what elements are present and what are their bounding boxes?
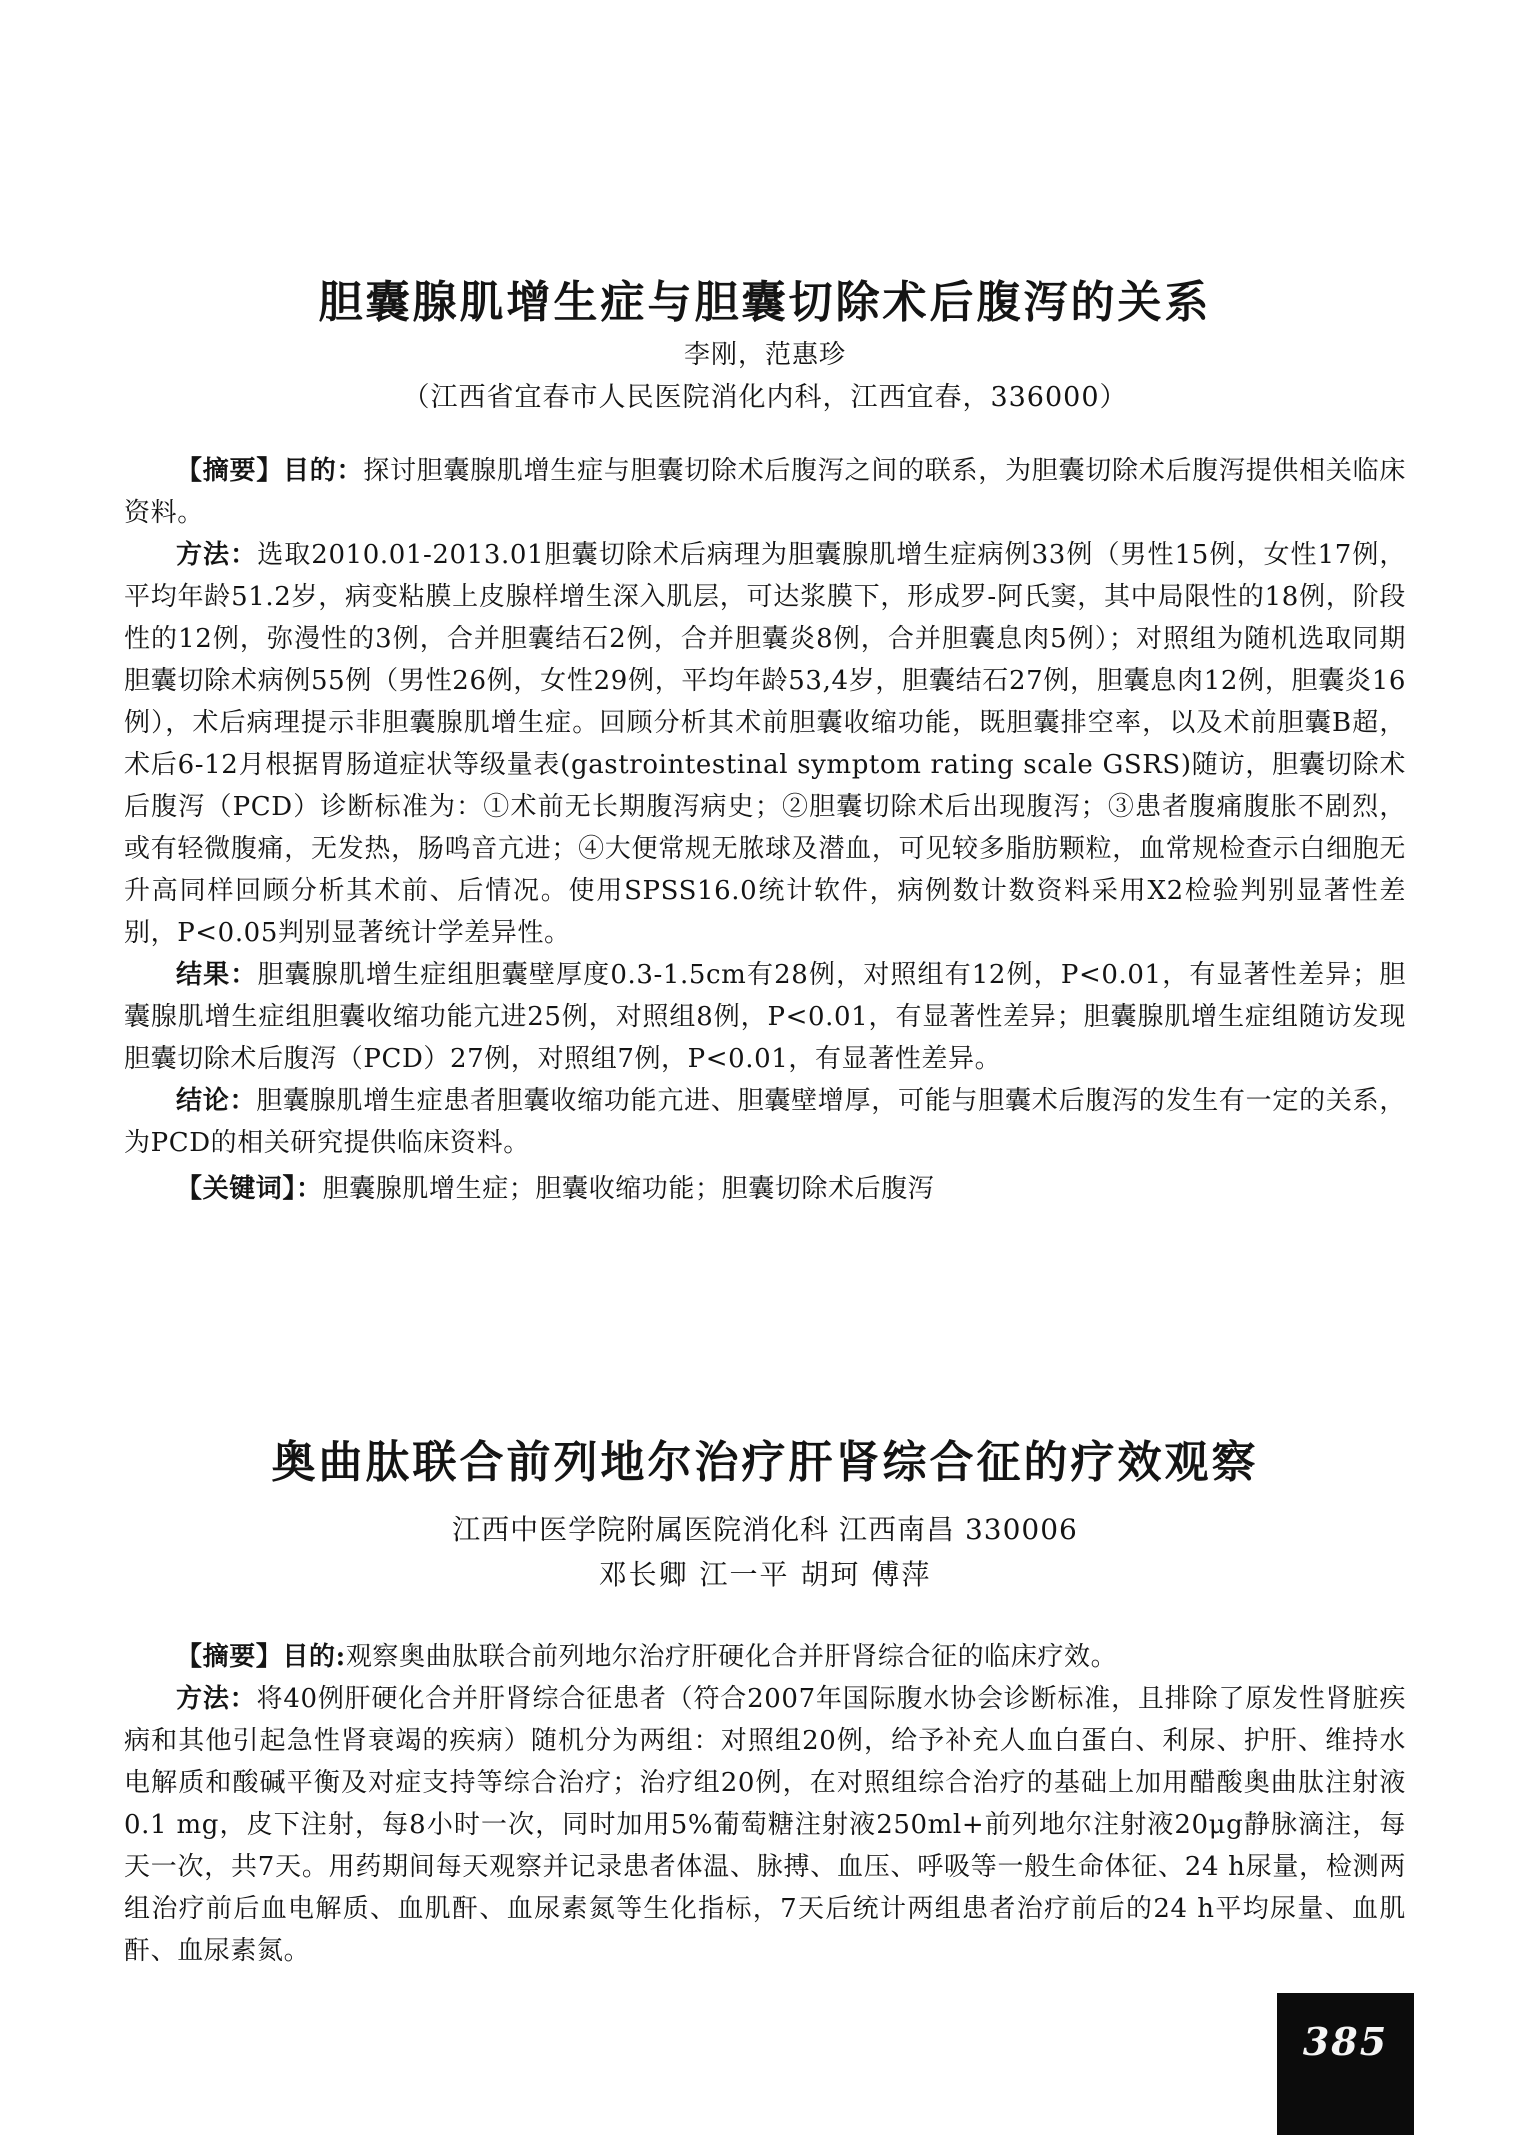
article1-affiliation: （江西省宜春市人民医院消化内科，江西宜春，336000）	[402, 382, 1128, 413]
article2-methods-text: 将40例肝硬化合并肝肾综合征患者（符合2007年国际腹水协会诊断标准，且排除了原发性肾脏疾病和其他引起急性肾衰竭的疾病）随机分为两组：对照组20例，给予补充人血白蛋白、利尿、护肝、维持水电解质和酸碱平衡及对症支持等综合治疗；治疗组20例，在对照组综合治疗的基础上加用醋酸奥曲肽注射液0.1 mg，皮下注射，每8小时一次，同时加用5%葡萄糖注射液250ml+前列地尔注射液20μg静脉滴注，每天一次，共7天。用药期间每天观察并记录患者体温、脉搏、血压、呼吸等一般生命体征、24 h尿量，检测两组治疗前后血电解质、血肌酐、血尿素氮等生化指标，7天后统计两组患者治疗前后的24 h平均尿量、血肌酐、血尿素氮。	[124, 1684, 1406, 1966]
article1-keywords-text: 胆囊腺肌增生症；胆囊收缩功能；胆囊切除术后腹泻	[322, 1174, 935, 1204]
article1-objective-text: 探讨胆囊腺肌增生症与胆囊切除术后腹泻之间的联系，为胆囊切除术后腹泻提供相关临床资料。	[124, 456, 1407, 528]
article2-objective-paragraph	[124, 1636, 1406, 1678]
article2-abstract	[124, 1636, 1406, 1972]
article1-methods-paragraph	[124, 534, 1406, 954]
article1-results-label: 结果：	[176, 960, 258, 990]
page-number: 385	[1302, 2019, 1389, 2064]
article1-keywords-label: 【关键词】：	[176, 1174, 323, 1204]
article1-abstract	[124, 450, 1406, 1210]
article1-objective-paragraph	[124, 450, 1406, 534]
article2-objective-text: 观察奥曲肽联合前列地尔治疗肝硬化合并肝肾综合征的临床疗效。	[345, 1642, 1118, 1672]
article2-title: 奥曲肽联合前列地尔治疗肝肾综合征的疗效观察	[271, 1437, 1259, 1488]
article1-conclusion-text: 胆囊腺肌增生症患者胆囊收缩功能亢进、胆囊壁增厚，可能与胆囊术后腹泻的发生有一定的关系，为PCD的相关研究提供临床资料。	[124, 1086, 1406, 1158]
article1-results-paragraph	[124, 954, 1406, 1080]
article1-authors: 李刚，范惠珍	[683, 340, 846, 370]
article1-keywords-paragraph	[124, 1168, 1406, 1210]
article1-results-text: 胆囊腺肌增生症组胆囊壁厚度0.3-1.5cm有28例，对照组有12例，P<0.01，有显著性差异；胆囊腺肌增生症组胆囊收缩功能亢进25例，对照组8例，P<0.01，有显著性差异；胆囊腺肌增生症组随访发现胆囊切除术后腹泻（PCD）27例，对照组7例，P<0.01，有显著性差异。	[124, 960, 1406, 1074]
article2-authors: 邓长卿 江一平 胡珂 傅萍	[598, 1558, 932, 1591]
article1-conclusion-label: 结论：	[176, 1086, 257, 1116]
article1-conclusion-paragraph	[124, 1080, 1406, 1164]
article2-objective-label: 【摘要】目的:	[176, 1642, 346, 1672]
article2-methods-paragraph	[124, 1678, 1406, 1972]
article1-title: 胆囊腺肌增生症与胆囊切除术后腹泻的关系	[318, 277, 1212, 328]
page-number-box	[1277, 1993, 1414, 2135]
article1-methods-text: 选取2010.01-2013.01胆囊切除术后病理为胆囊腺肌增生症病例33例（男性15例，女性17例，平均年龄51.2岁，病变粘膜上皮腺样增生深入肌层，可达浆膜下，形成罗-阿氏窦，其中局限性的18例，阶段性的12例，弥漫性的3例，合并胆囊结石2例，合并胆囊炎8例，合并胆囊息肉5例）；对照组为随机选取同期胆囊切除术病例55例（男性26例，女性29例，平均年龄53,4岁，胆囊结石27例，胆囊息肉12例，胆囊炎16例），术后病理提示非胆囊腺肌增生症。回顾分析其术前胆囊收缩功能，既胆囊排空率，以及术前胆囊B超，术后6-12月根据胃肠道症状等级量表(gastrointestinal symptom rating scale GSRS)随访，胆囊切除术后腹泻（PCD）诊断标准为：①术前无长期腹泻病史；②胆囊切除术后出现腹泻；③患者腹痛腹胀不剧烈，或有轻微腹痛，无发热，肠鸣音亢进；④大便常规无脓球及潜血，可见较多脂肪颗粒，血常规检查示白细胞无升高同样回顾分析其术前、后情况。使用SPSS16.0统计软件，病例数计数资料采用X2检验判别显著性差别，P<0.05判别显著统计学差异性。	[124, 540, 1406, 948]
article1-methods-label: 方法：	[176, 540, 258, 570]
article2-affiliation: 江西中医学院附属医院消化科 江西南昌 330006	[452, 1513, 1078, 1546]
article1-abstract-objective-label: 【摘要】目的：	[176, 456, 364, 486]
article2-methods-label: 方法：	[176, 1684, 257, 1714]
